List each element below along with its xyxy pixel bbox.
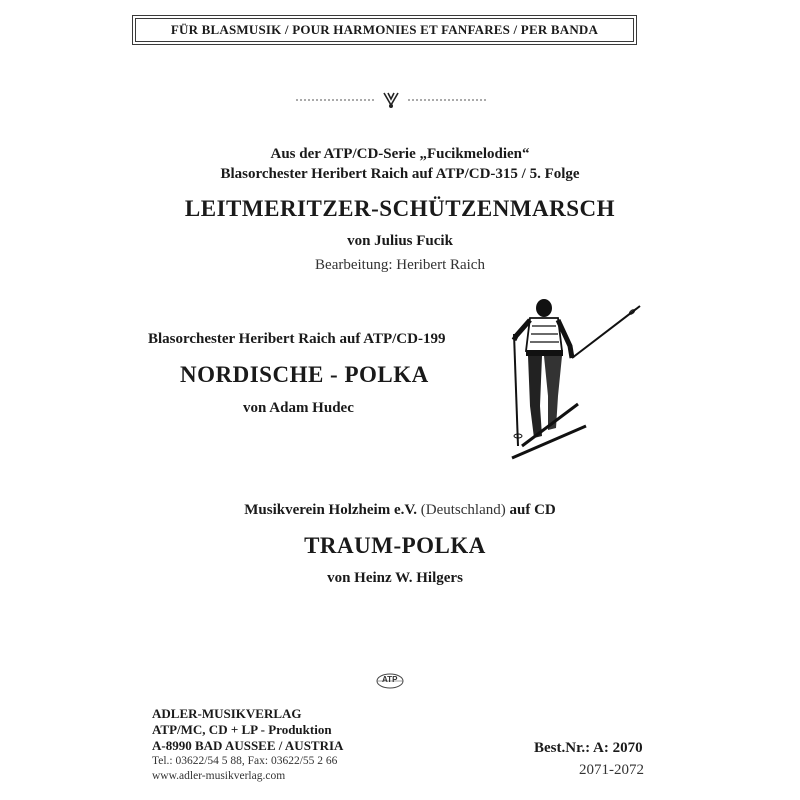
piece1-source-line2: Blasorchester Heribert Raich auf ATP/CD-315 / 5. Folge xyxy=(220,166,580,182)
header-banner: FÜR BLASMUSIK / POUR HARMONIES ET FANFARES / PER BANDA xyxy=(135,18,634,42)
piece3-source-a: Musikverein Holzheim e.V. xyxy=(244,502,418,518)
piece3-composer: von Heinz W. Hilgers xyxy=(327,570,463,586)
piece2-source: Blasorchester Heribert Raich auf ATP/CD-199 xyxy=(148,331,446,347)
skier-illustration xyxy=(492,296,642,466)
piece2-title: NORDISCHE - POLKA xyxy=(180,362,429,387)
piece1-title: LEITMERITZER-SCHÜTZENMARSCH xyxy=(184,196,616,221)
piece3-source-c: auf CD xyxy=(509,502,556,518)
order-number: Best.Nr.: A: 2070 xyxy=(534,740,643,756)
publisher-website[interactable]: www.adler-musikverlag.com xyxy=(152,770,286,782)
piece1-composer: von Julius Fucik xyxy=(347,233,453,249)
publisher-phone: Tel.: 03622/54 5 88, Fax: 03622/55 2 66 xyxy=(152,755,338,767)
piece1-source-line1: Aus der ATP/CD-Serie „Fucikmelodien“ xyxy=(270,146,530,162)
publisher-address: A-8990 BAD AUSSEE / AUSTRIA xyxy=(152,738,344,753)
piece3-source-b: (Deutschland) xyxy=(420,502,506,518)
atp-logo-text: ATP xyxy=(382,675,398,684)
order-range: 2071-2072 xyxy=(579,762,644,778)
piece3-title: TRAUM-POLKA xyxy=(304,533,486,558)
publisher-name: ADLER-MUSIKVERLAG xyxy=(152,706,302,721)
piece1-arranger: Bearbeitung: Heribert Raich xyxy=(315,257,485,273)
piece2-composer: von Adam Hudec xyxy=(243,400,354,416)
atp-logo-icon xyxy=(376,673,404,689)
music-ornament-icon xyxy=(296,90,486,110)
publisher-production: ATP/MC, CD + LP - Produktion xyxy=(152,722,332,737)
piece3-source xyxy=(0,502,800,519)
